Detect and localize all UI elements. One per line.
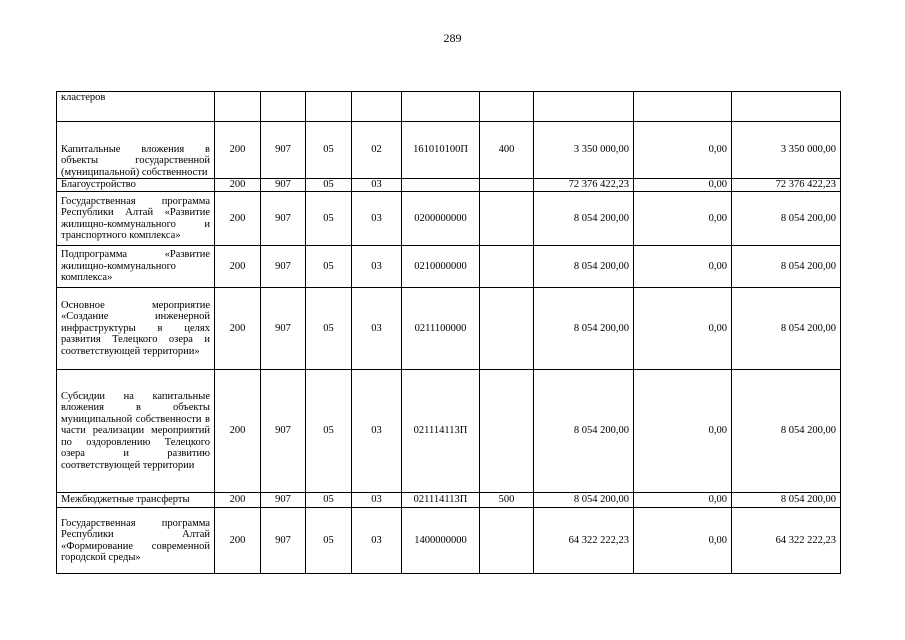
row-name: Капитальные вложения в объекты государственной (муниципальной) собственности bbox=[57, 122, 215, 179]
row-name: Благоустройство bbox=[57, 179, 215, 192]
cell-rz: 05 bbox=[306, 508, 352, 574]
cell-sum bbox=[534, 92, 634, 122]
cell-rz: 05 bbox=[306, 122, 352, 179]
cell-sum-3: 8 054 200,00 bbox=[732, 246, 841, 288]
cell-sum-2: 0,00 bbox=[634, 288, 732, 370]
cell-grbs: 200 bbox=[215, 493, 261, 508]
cell-csr: 021114113П bbox=[402, 370, 480, 493]
cell-grbs: 200 bbox=[215, 246, 261, 288]
cell-vr: 500 bbox=[480, 493, 534, 508]
row-name: Межбюджетные трансферты bbox=[57, 493, 215, 508]
cell-rz: 05 bbox=[306, 493, 352, 508]
row-name: кластеров bbox=[57, 92, 215, 122]
table-row bbox=[57, 508, 841, 574]
cell-sum-3: 8 054 200,00 bbox=[732, 493, 841, 508]
cell-sum-2: 0,00 bbox=[634, 246, 732, 288]
cell-pr: 03 bbox=[352, 179, 402, 192]
row-name: Подпрограмма «Развитие жилищно-коммунального комплекса» bbox=[57, 246, 215, 288]
cell-sum: 72 376 422,23 bbox=[534, 179, 634, 192]
cell-rz: 05 bbox=[306, 179, 352, 192]
cell-sum: 8 054 200,00 bbox=[534, 246, 634, 288]
cell-pr: 03 bbox=[352, 508, 402, 574]
cell-pr: 02 bbox=[352, 122, 402, 179]
cell-grbs: 200 bbox=[215, 288, 261, 370]
cell-csr: 0211100000 bbox=[402, 288, 480, 370]
cell-sum-2: 0,00 bbox=[634, 508, 732, 574]
cell-ved: 907 bbox=[261, 370, 306, 493]
cell-vr bbox=[480, 508, 534, 574]
cell-grbs: 200 bbox=[215, 508, 261, 574]
cell-ved: 907 bbox=[261, 122, 306, 179]
cell-ved bbox=[261, 92, 306, 122]
cell-pr bbox=[352, 92, 402, 122]
cell-grbs: 200 bbox=[215, 192, 261, 246]
cell-ved: 907 bbox=[261, 192, 306, 246]
cell-sum-2: 0,00 bbox=[634, 179, 732, 192]
cell-vr bbox=[480, 92, 534, 122]
row-name: Основное мероприятие «Создание инженерной инфраструктуры в целях развития Телецкого озера и соответствующей территории» bbox=[57, 288, 215, 370]
budget-table bbox=[56, 91, 841, 574]
table-row bbox=[57, 122, 841, 179]
cell-csr bbox=[402, 92, 480, 122]
cell-ved: 907 bbox=[261, 493, 306, 508]
cell-sum-2: 0,00 bbox=[634, 370, 732, 493]
cell-sum: 8 054 200,00 bbox=[534, 370, 634, 493]
cell-sum-3: 8 054 200,00 bbox=[732, 288, 841, 370]
cell-pr: 03 bbox=[352, 192, 402, 246]
table-row bbox=[57, 493, 841, 508]
cell-csr: 161010100П bbox=[402, 122, 480, 179]
table-row bbox=[57, 288, 841, 370]
cell-grbs: 200 bbox=[215, 370, 261, 493]
cell-sum: 64 322 222,23 bbox=[534, 508, 634, 574]
cell-rz: 05 bbox=[306, 288, 352, 370]
cell-grbs: 200 bbox=[215, 179, 261, 192]
cell-vr bbox=[480, 370, 534, 493]
cell-vr bbox=[480, 179, 534, 192]
cell-sum-3: 8 054 200,00 bbox=[732, 192, 841, 246]
cell-vr bbox=[480, 192, 534, 246]
cell-csr: 0210000000 bbox=[402, 246, 480, 288]
cell-grbs: 200 bbox=[215, 122, 261, 179]
table-row bbox=[57, 370, 841, 493]
cell-grbs bbox=[215, 92, 261, 122]
cell-ved: 907 bbox=[261, 508, 306, 574]
cell-csr: 1400000000 bbox=[402, 508, 480, 574]
page-number: 289 bbox=[443, 31, 462, 45]
cell-sum-2 bbox=[634, 92, 732, 122]
cell-rz: 05 bbox=[306, 370, 352, 493]
cell-rz: 05 bbox=[306, 192, 352, 246]
cell-csr bbox=[402, 179, 480, 192]
cell-sum-3: 3 350 000,00 bbox=[732, 122, 841, 179]
cell-rz: 05 bbox=[306, 246, 352, 288]
cell-pr: 03 bbox=[352, 493, 402, 508]
table-row bbox=[57, 246, 841, 288]
cell-sum: 8 054 200,00 bbox=[534, 493, 634, 508]
cell-sum-2: 0,00 bbox=[634, 192, 732, 246]
cell-vr: 400 bbox=[480, 122, 534, 179]
cell-sum-3: 64 322 222,23 bbox=[732, 508, 841, 574]
row-name: Государственная программа Республики Алтай «Формирование современной городской среды» bbox=[57, 508, 215, 574]
cell-ved: 907 bbox=[261, 179, 306, 192]
cell-csr: 0200000000 bbox=[402, 192, 480, 246]
cell-ved: 907 bbox=[261, 288, 306, 370]
cell-pr: 03 bbox=[352, 288, 402, 370]
cell-ved: 907 bbox=[261, 246, 306, 288]
cell-vr bbox=[480, 246, 534, 288]
cell-sum-2: 0,00 bbox=[634, 493, 732, 508]
cell-sum-3: 72 376 422,23 bbox=[732, 179, 841, 192]
cell-sum: 8 054 200,00 bbox=[534, 192, 634, 246]
cell-rz bbox=[306, 92, 352, 122]
cell-sum-3: 8 054 200,00 bbox=[732, 370, 841, 493]
table-row bbox=[57, 192, 841, 246]
cell-sum-3 bbox=[732, 92, 841, 122]
table-row bbox=[57, 179, 841, 192]
cell-csr: 021114113П bbox=[402, 493, 480, 508]
cell-sum: 3 350 000,00 bbox=[534, 122, 634, 179]
cell-sum-2: 0,00 bbox=[634, 122, 732, 179]
table-row bbox=[57, 92, 841, 122]
cell-pr: 03 bbox=[352, 246, 402, 288]
row-name: Субсидии на капитальные вложения в объекты муниципальной собственности в части реализации мероприятий по оздоровлению Телецкого озера и развитию соответствующей территории bbox=[57, 370, 215, 493]
cell-pr: 03 bbox=[352, 370, 402, 493]
row-name: Государственная программа Республики Алтай «Развитие жилищно-коммунального и транспортного комплекса» bbox=[57, 192, 215, 246]
cell-sum: 8 054 200,00 bbox=[534, 288, 634, 370]
cell-vr bbox=[480, 288, 534, 370]
